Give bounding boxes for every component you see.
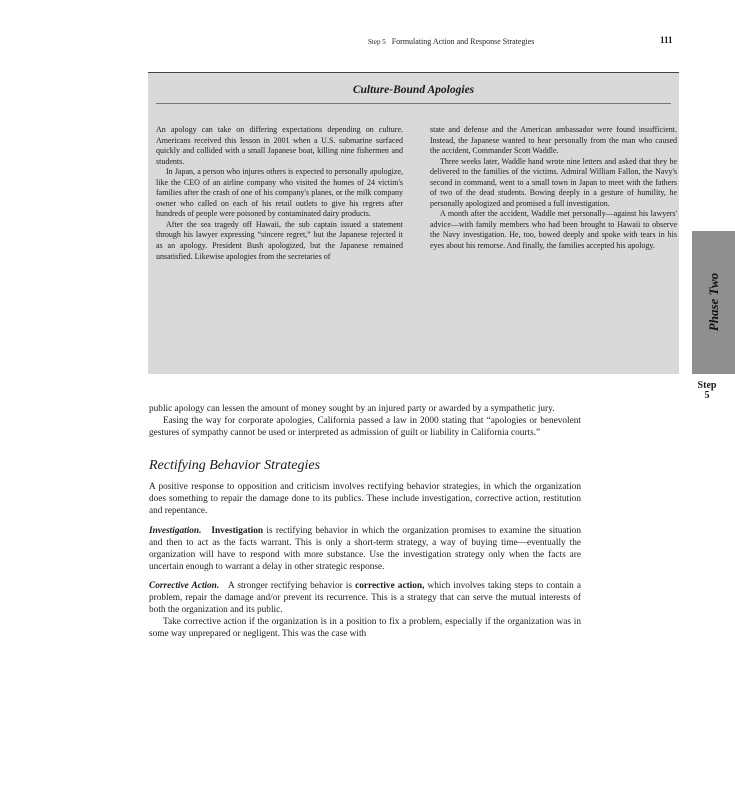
sidebar-left-column: [156, 125, 403, 262]
sidebar-box: [148, 72, 679, 374]
running-header: [368, 37, 588, 46]
body-paragraph: Take corrective action if the organization is in a position to fix a problem, especially if the organization was in some way unprepared or negligent. This was the case with: [149, 617, 581, 640]
investigation-paragraph: [149, 525, 581, 573]
main-text: [149, 403, 581, 640]
sidebar-paragraph: state and defense and the American ambassador were found insufficient. Instead, the Japanese wanted to hear personally from the man who caused the accident, Commander Scott Waddle.: [430, 125, 677, 156]
step-marker-word: Step: [697, 380, 717, 391]
phase-tab-label: Phase Two: [706, 272, 721, 332]
sidebar-title: Culture-Bound Apologies: [352, 84, 475, 96]
investigation-term: Investigation: [211, 525, 264, 536]
step-marker: [692, 381, 722, 401]
corrective-action-paragraph: [149, 580, 581, 616]
page-number: 111: [660, 35, 673, 45]
sidebar-right-column: [430, 125, 677, 252]
sidebar-divider: [156, 103, 671, 104]
sidebar-paragraph: A month after the accident, Waddle met personally—against his lawyers' advice—with family members who had been brought to Hawaii to observe the Navy investigation. He, too, bowed deeply and spoke with tears in his eyes about his remorse. And finally, the families accepted his apology.: [430, 209, 677, 251]
investigation-text: is rectifying behavior in which the organization promises to examine the situation and then to act as the facts warrant. This is only a short-term strategy, a way of buying time—eventually the organization will have to respond with more substance. Use the investigation strategy only when the facts are uncertain enough to warrant a delay in other strategic response.: [149, 525, 581, 572]
sidebar-paragraph: In Japan, a person who injures others is expected to personally apologize, like the CEO of an airline company who visited the homes of 24 victim's families after the crash of one of his company's planes, or the milk company owner who called on each of his retail outlets to give his regrets after hundreds of people were poisoned by contaminated dairy products.: [156, 167, 403, 219]
investigation-run-head: Investigation.: [149, 525, 202, 536]
corrective-action-term: corrective action,: [355, 580, 425, 591]
section-heading: Rectifying Behavior Strategies: [149, 458, 321, 474]
sidebar-paragraph: After the sea tragedy off Hawaii, the sub captain issued a statement through his lawyer expressing “sincere regret,” but the Japanese rejected it as an apology. President Bush apologized, but the Japanese remained unsatisfied. Likewise apologies from the secretaries of: [156, 219, 403, 261]
body-paragraph: A positive response to opposition and criticism involves rectifying behavior strategies, in which the organization does something to repair the damage done to its publics. These include investigation, corrective action, restitution and repentance.: [149, 482, 581, 517]
sidebar-paragraph: Three weeks later, Waddle hand wrote nine letters and asked that they be delivered to the families of the victims. Admiral William Fallon, the Navy's second in command, went to a small town in Japan to meet with the fathers of two of the dead students. Bowing deeply in a gesture of humility, he personally apologized and promised a full investigation.: [430, 156, 677, 208]
body-paragraph: public apology can lessen the amount of money sought by an injured party or awarded by a sympathetic jury.: [149, 404, 555, 414]
running-header-chapter-title: Formulating Action and Response Strategies: [391, 37, 535, 46]
corrective-action-text-after: which involves taking steps to contain a problem, repair the damage and/or prevent its recurrence. This is a strategy that can serve the mutual interests of both the organization and its public.: [149, 580, 581, 616]
corrective-action-run-head: Corrective Action.: [149, 580, 220, 591]
corrective-action-text-before: A stronger rectifying behavior is: [228, 580, 356, 591]
phase-tab: [692, 231, 735, 374]
body-paragraph: Easing the way for corporate apologies, California passed a law in 2000 stating that “apologies or benevolent gestures of sympathy cannot be used or interpreted as admission of guilt or liability in California courts.”: [149, 416, 581, 439]
sidebar-paragraph: An apology can take on differing expectations depending on culture. Americans received this lesson in 2001 when a U.S. submarine surfaced quickly and collided with a small Japanese boat, killing nine fishermen and students.: [156, 125, 403, 166]
step-marker-number: 5: [704, 390, 710, 401]
running-header-step: Step 5: [368, 38, 386, 46]
